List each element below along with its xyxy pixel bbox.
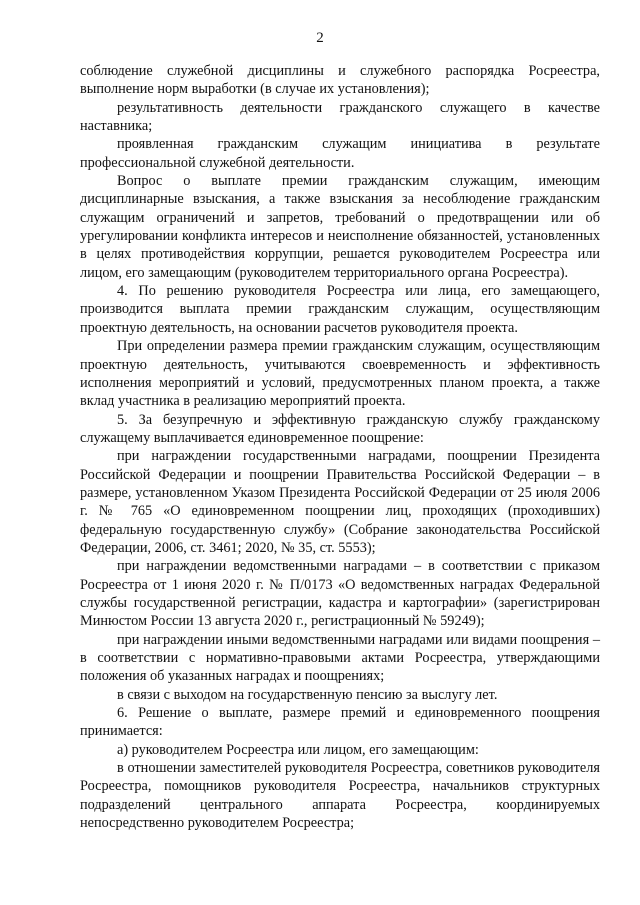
paragraph-item-4: 4. По решению руководителя Росреестра или лица, его замещающего, производится выплата премии гражданским служащим, осуществляющим проектную деятельность, на основании расчетов руководителя проекта. (80, 283, 600, 336)
paragraph-pension: в связи с выходом на государственную пенсию за выслугу лет. (117, 686, 498, 703)
paragraph-item-6: 6. Решение о выплате, размере премий и единовременного поощрения принимается: (80, 705, 600, 740)
paragraph-departmental-awards: при награждении ведомственными наградами – в соответствии с приказом Росреестра от 1 июня 2020 г. № П/0173 «О ведомственных наградах Федеральной службы государственной регистрации, кадастра и картографии» (зарегистрирован Минюстом России 13 августа 2020 г., регистрационный № 59249); (80, 558, 600, 630)
paragraph-state-awards: при награждении государственными наградами, поощрении Президента Российской Федерации и поощрении Правительства Российской Федерации – в размере, установленном Указом Президента Российской Федерации от 25 июля 2006 г. № 765 «О единовременном поощрении лиц, проходящих (проходивших) федеральную государственную службу» (Собрание законодательства Российской Федерации, 2006, ст. 3461; 2020, № 35, ст. 5553); (80, 448, 600, 556)
paragraph-discipline: соблюдение служебной дисциплины и служебного распорядка Росреестра, выполнение норм выработки (в случае их установления); (80, 63, 600, 98)
paragraph-project-premium: При определении размера премии гражданским служащим, осуществляющим проектную деятельность, учитываются своевременность и эффективность исполнения мероприятий и условий, предусмотренных планом проекта, а также вклад участника в реализацию мероприятий проекта. (80, 338, 600, 410)
paragraph-other-awards: при награждении иными ведомственными наградами или видами поощрения – в соответствии с нормативно-правовыми актами Росреестра, утверждающими положения об указанных наградах и поощрениях; (80, 631, 600, 685)
paragraph-item-5: 5. За безупречную и эффективную гражданскую службу гражданскому служащему выплачивается единовременное поощрение: (80, 411, 600, 446)
paragraph-deputies: в отношении заместителей руководителя Росреестра, советников руководителя Росреестра, помощников руководителя Росреестра, начальников структурных подразделений центрального аппарата Росреестра, координируемых непосредственно руководителем Росреестра; (80, 760, 600, 832)
page-number: 2 (316, 30, 324, 46)
paragraph-item-6a: а) руководителем Росреестра или лицом, его замещающим: (117, 741, 479, 758)
document-body (80, 62, 600, 832)
paragraph-initiative: проявленная гражданским служащим инициатива в результате профессиональной служебной деятельности. (80, 136, 600, 171)
paragraph-mentoring: результативность деятельности гражданского служащего в качестве наставника; (80, 99, 600, 135)
paragraph-disciplinary-sanctions: Вопрос о выплате премии гражданским служащим, имеющим дисциплинарные взыскания, а также взыскания за несоблюдение гражданским служащим ограничений и запретов, требований о предотвращении или об урегулировании конфликта интересов и неисполнение обязанностей, установленных в целях противодействия коррупции, решается руководителем Росреестра или лицом, его замещающим (руководителем территориального органа Росреестра). (80, 173, 600, 281)
